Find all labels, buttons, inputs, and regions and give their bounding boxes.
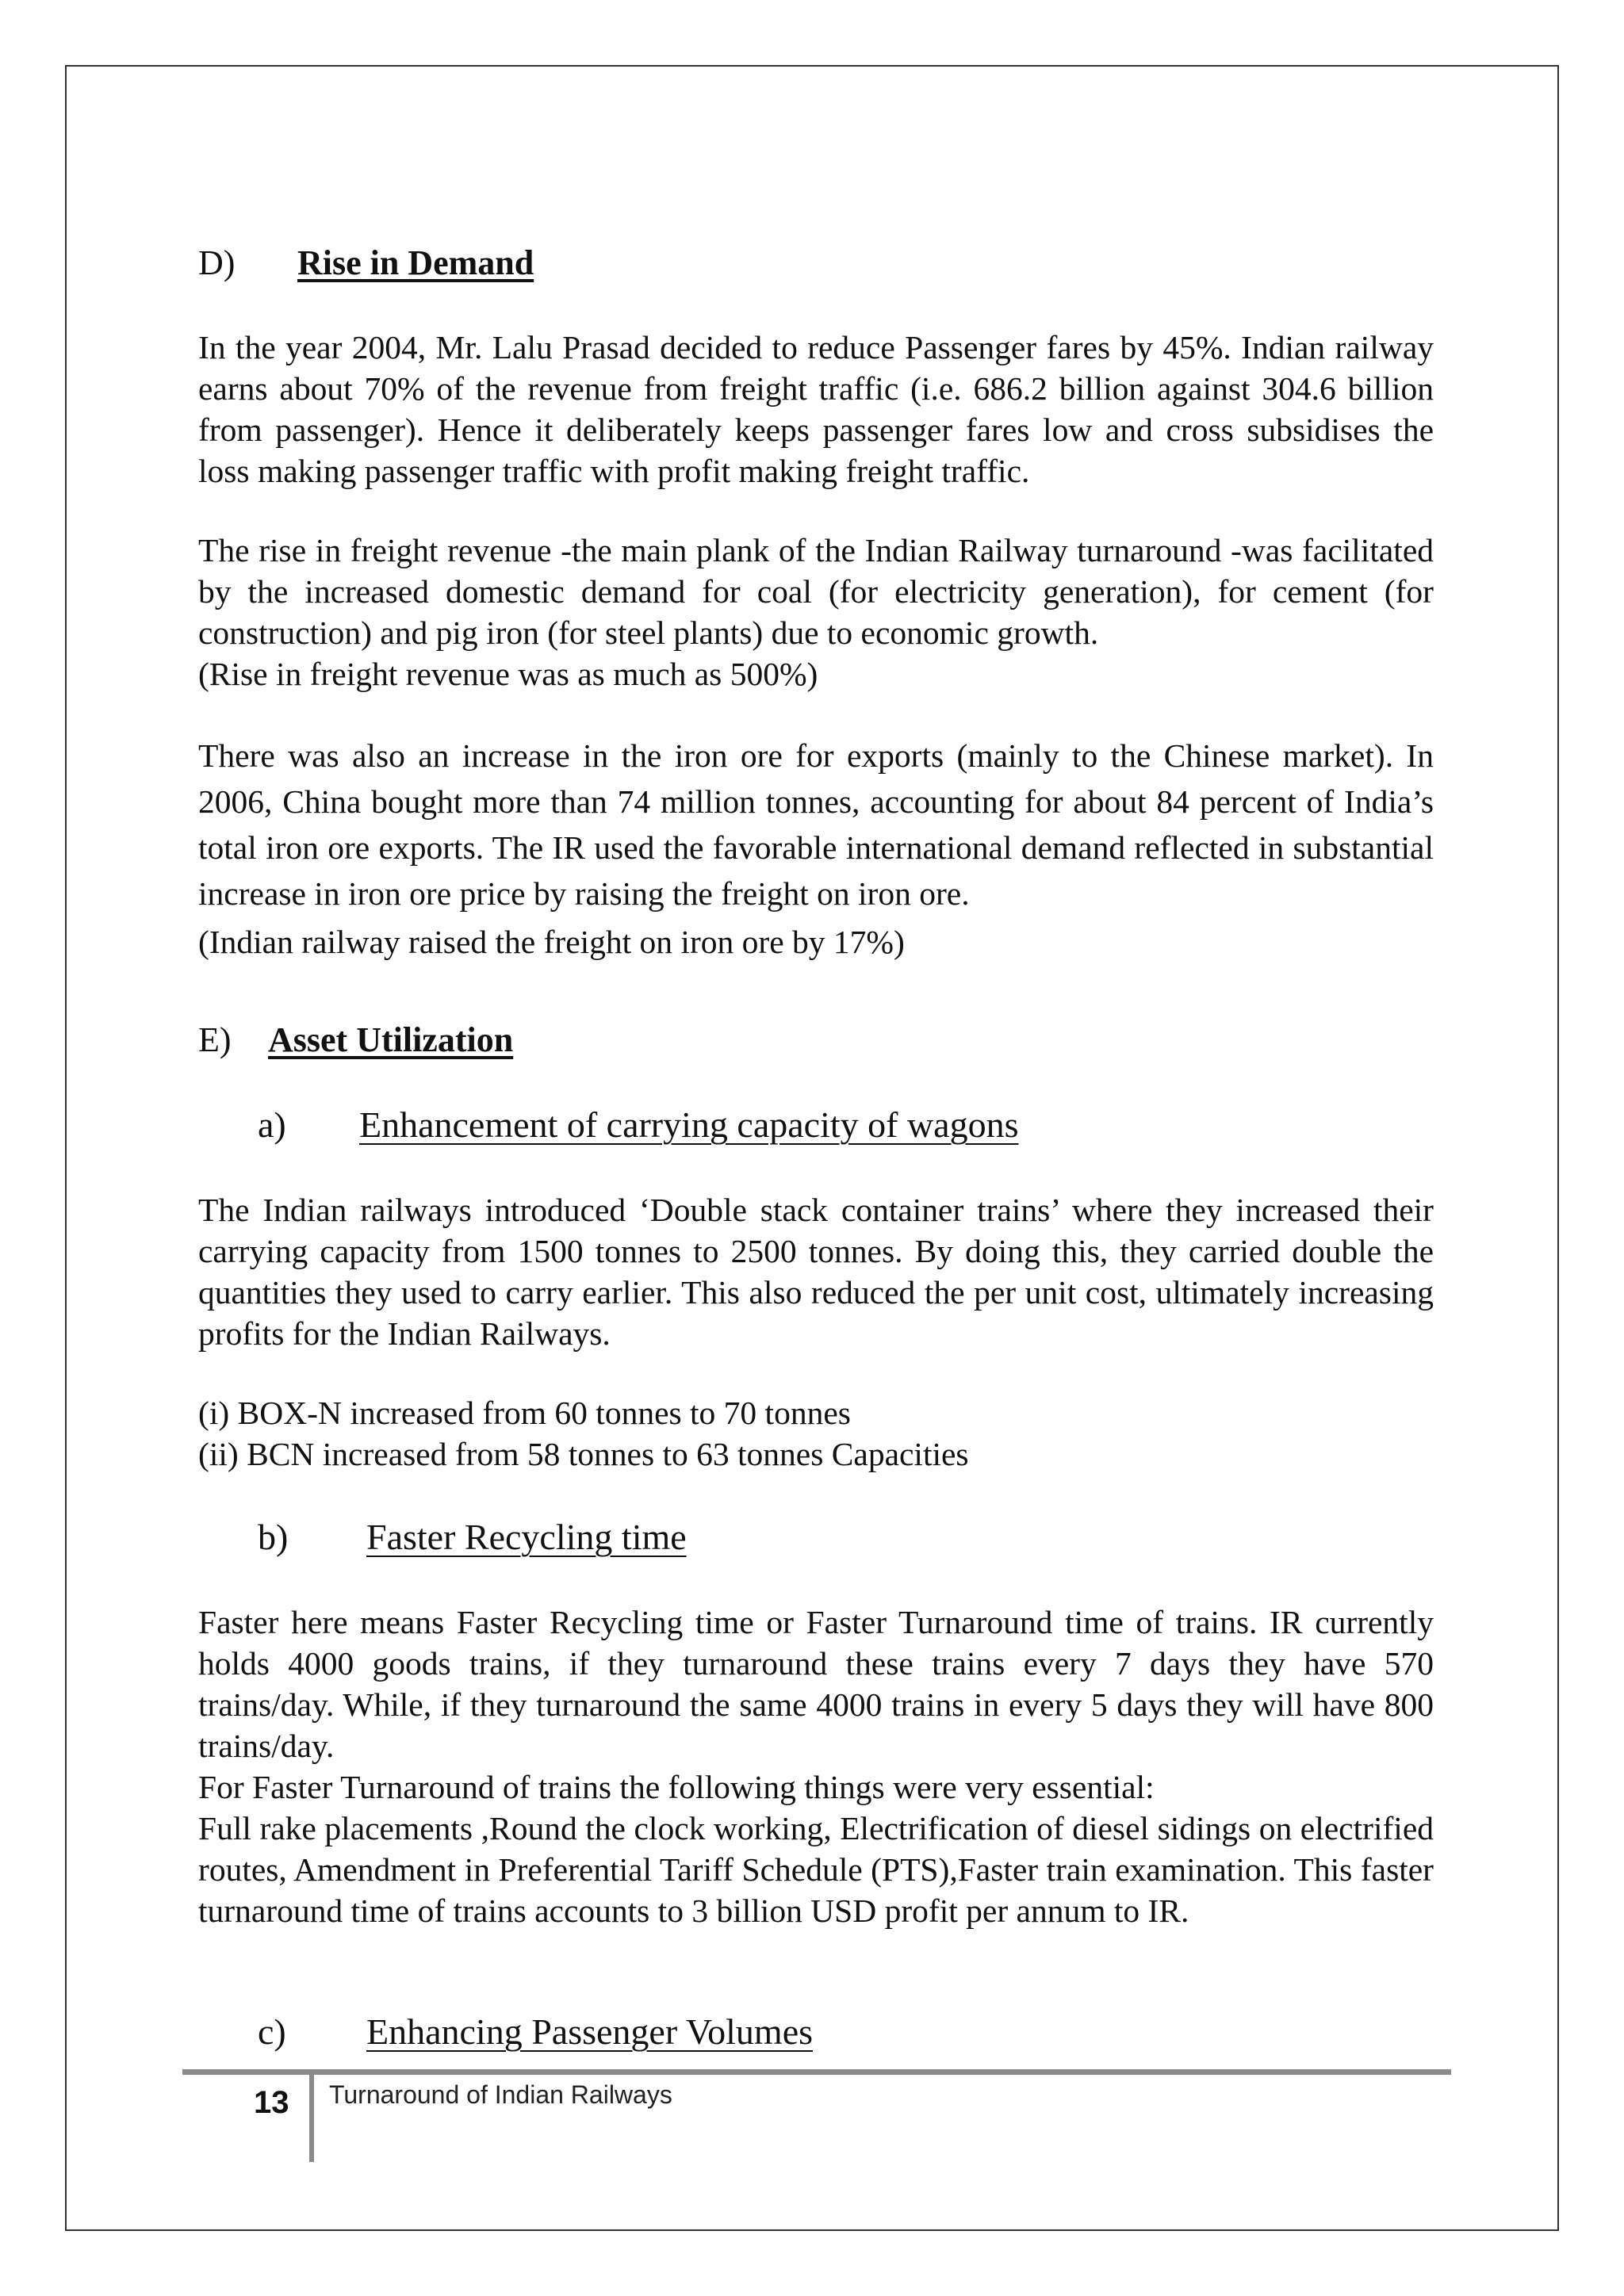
subsection-a-letter: a) <box>258 1104 286 1145</box>
subsection-a-paragraph: The Indian railways introduced ‘Double stack container trains’ where they increased their carrying capacity from 1500 tonnes to 2500 tonnes. By doing this, they carried double the quantities they used to carry earlier. This also reduced the per unit cost, ultimately increasing profits for the Indian Railways. <box>198 1192 1434 1352</box>
subsection-c-heading <box>258 2011 813 2053</box>
footer-divider <box>309 2075 314 2162</box>
section-d-paragraph-3-note: (Indian railway raised the freight on iron ore by 17%) <box>198 924 905 960</box>
subsection-b-heading <box>258 1516 687 1559</box>
section-d-paragraph-3: There was also an increase in the iron ore for exports (mainly to the Chinese market). In 2006, China bought more than 74 million tonnes, accounting for about 84 percent of India’s total iron ore exports. The IR used the favorable international demand reflected in substantial increase in iron ore price by raising the freight on iron ore. <box>198 737 1434 912</box>
subsection-a-list-item-1: (i) BOX-N increased from 60 tonnes to 70 tonnes <box>198 1395 851 1431</box>
subsection-b-title: Faster Recycling time <box>366 1517 687 1557</box>
section-d-paragraph-1: In the year 2004, Mr. Lalu Prasad decided to reduce Passenger fares by 45%. Indian railway earns about 70% of the revenue from freight traffic (i.e. 686.2 billion against 304.6 billion from passenger). Hence it deliberately keeps passenger fares low and cross subsidises the loss making passenger traffic with profit making freight traffic. <box>198 329 1434 489</box>
subsection-c-letter: c) <box>258 2011 286 2052</box>
subsection-a-title: Enhancement of carrying capacity of wagons <box>359 1104 1019 1145</box>
section-e-heading <box>198 1020 513 1061</box>
subsection-a-list-item-2: (ii) BCN increased from 58 tonnes to 63 tonnes Capacities <box>198 1436 969 1472</box>
footer-title: Turnaround of Indian Railways <box>329 2080 672 2109</box>
section-d-paragraph-2: The rise in freight revenue -the main plank of the Indian Railway turnaround -was facilitated by the increased domestic demand for coal (for electricity generation), for cement (for construction) and pig iron (for steel plants) due to economic growth. <box>198 532 1434 651</box>
section-d-paragraph-2-note: (Rise in freight revenue was as much as 500%) <box>198 656 818 692</box>
section-e-title: Asset Utilization <box>268 1020 514 1059</box>
section-e-letter: E) <box>198 1020 232 1059</box>
section-d-heading <box>198 243 534 284</box>
section-d-letter: D) <box>198 243 236 282</box>
subsection-b-paragraph-3: Full rake placements ,Round the clock working, Electrification of diesel sidings on electrified routes, Amendment in Preferential Tariff Schedule (PTS),Faster train examination. This faster turnaround time of trains accounts to 3 billion USD profit per annum to IR. <box>198 1810 1434 1929</box>
subsection-b-letter: b) <box>258 1517 289 1557</box>
subsection-b-paragraph-2: For Faster Turnaround of trains the following things were very essential: <box>198 1769 1155 1805</box>
subsection-b-paragraph-1: Faster here means Faster Recycling time or Faster Turnaround time of trains. IR currently holds 4000 goods trains, if they turnaround these trains every 7 days they have 570 trains/day. While, if they turnaround the same 4000 trains in every 5 days they will have 800 trains/day. <box>198 1604 1434 1764</box>
section-d-title: Rise in Demand <box>297 243 534 282</box>
footer-rule <box>182 2069 1451 2075</box>
subsection-a-heading <box>258 1104 1018 1146</box>
subsection-c-title: Enhancing Passenger Volumes <box>366 2011 814 2052</box>
page-number: 13 <box>254 2085 289 2120</box>
